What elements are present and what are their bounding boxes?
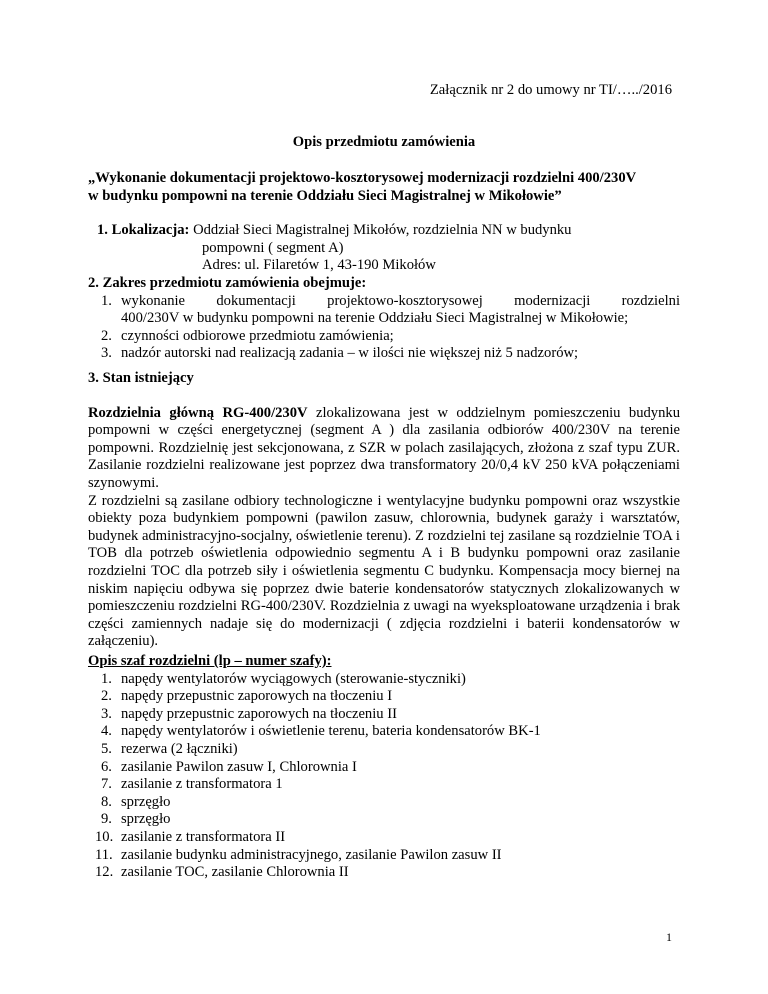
list-item-text: nadzór autorski nad realizacją zadania – w ilości nie większej niż 5 nadzorów; (121, 345, 579, 362)
cabinets-heading: Opis szaf rozdzielni (lp – numer szafy): (88, 653, 332, 669)
current-state-paragraph-2: Z rozdzielni są zasilane odbiory technologiczne i wentylacyjne budynku pompowni oraz wszystkie obiekty poza budynkiem pompowni (pawilon zasuw, chlorownia, budynek garaży i warsztatów, budynek administracyjno-socjalny, oświetlenie terenu). Z rozdzielni tej zasilane są rozdzielnie TOA i TOB dla potrzeb oświetlenia odpowiednio segmentu A i B budynku pompowni oraz zasilanie rozdzielni TOC dla potrzeb siły i oświetlenia segmentu C budynku. Kompensacja mocy biernej na niskim napięciu odbywa się poprzez dwie baterie kondensatorów statycznych zlokalizowanych w pomieszczeniu rozdzielni RG-400/230V. Rozdzielnia z uwagi na wyeksploatowane urządzenia i brak części zamiennych nadaje się do modernizacji ( zdjęcia rozdzielni i baterii kondensatorów w załączeniu). (88, 492, 680, 650)
location-address: Adres: ul. Filaretów 1, 43-190 Mikołów (202, 257, 436, 274)
section-current-state (88, 370, 680, 651)
cabinets-list (88, 671, 680, 882)
list-item-number: 3. (101, 705, 112, 722)
list-item-text: wykonanie dokumentacji projektowo-kosztorysowej modernizacji rozdzielni (121, 292, 680, 309)
list-item (101, 759, 680, 777)
location-label: 1. Lokalizacja: (97, 222, 190, 238)
list-item (101, 723, 680, 741)
section-cabinets (88, 653, 680, 882)
subtitle-line-2: w budynku pompowni na terenie Oddziału Sieci Magistralnej w Mikołowie” (88, 187, 562, 204)
annex-reference: Załącznik nr 2 do umowy nr TI/…../2016 (429, 82, 672, 98)
subtitle-line-1: „Wykonanie dokumentacji projektowo-kosztorysowej modernizacji rozdzielni 400/230V (88, 170, 637, 186)
list-item-text: zasilanie budynku administracyjnego, zasilanie Pawilon zasuw II (121, 846, 502, 863)
list-item (95, 828, 680, 847)
list-item-number: 6. (101, 758, 112, 775)
list-item (101, 794, 680, 812)
list-item (101, 328, 680, 346)
list-item-text: napędy przepustnic zaporowych na tłoczeniu II (121, 705, 397, 722)
list-item (101, 706, 680, 724)
list-item (101, 293, 680, 311)
list-item-text: zasilanie z transformatora 1 (121, 776, 283, 793)
list-item-number: 1. (101, 670, 112, 687)
list-item-number: 5. (101, 740, 112, 757)
current-state-paragraph-1 (88, 405, 680, 493)
document-subtitle (88, 170, 680, 205)
list-item-number: 2. (101, 327, 112, 344)
switchboard-name: Rozdzielnia główną RG-400/230V (88, 404, 308, 421)
list-item-text: napędy przepustnic zaporowych na tłoczeniu I (121, 688, 393, 705)
list-item-number: 9. (101, 811, 112, 828)
list-item-continuation: 400/230V w budynku pompowni na terenie Oddziału Sieci Magistralnej w Mikołowie; (121, 310, 629, 327)
section-scope (88, 275, 680, 363)
list-item (101, 671, 680, 689)
paragraph-text: zlokalizowana jest w oddzielnym pomieszczeniu budynku pompowni w części energetycznej (segment A ) dla zasilania odbiorów 400/230V na terenie pompowni. Rozdzielnię jest sekcjonowana, z SZR w polach zasilających, złożona z szaf typu ZUR. Zasilanie rozdzielni realizowane jest poprzez dwa transformatory 20/0,4 kV 250 kVA połączeniami szynowymi. (88, 404, 680, 491)
list-item (95, 846, 680, 865)
list-item-number: 4. (101, 723, 112, 740)
location-line-2: pompowni ( segment A) (202, 239, 344, 256)
list-item-text: zasilanie Pawilon zasuw I, Chlorownia I (121, 758, 357, 775)
list-item-text: napędy wentylatorów wyciągowych (sterowanie-styczniki) (121, 670, 466, 687)
list-item-text: zasilanie TOC, zasilanie Chlorownia II (121, 864, 349, 881)
scope-heading: 2. Zakres przedmiotu zamówienia obejmuje: (88, 275, 367, 291)
current-state-heading: 3. Stan istniejący (88, 370, 194, 386)
list-item-text: sprzęgło (121, 793, 171, 810)
list-item (101, 688, 680, 706)
list-item (101, 776, 680, 794)
list-item (101, 811, 680, 829)
document-title: Opis przedmiotu zamówienia (292, 134, 476, 150)
list-item-text: rezerwa (2 łączniki) (121, 740, 238, 757)
location-line-1: Oddział Sieci Magistralnej Mikołów, rozdzielnia NN w budynku (189, 222, 572, 238)
page-number: 1 (666, 930, 672, 944)
list-item-text: sprzęgło (121, 811, 171, 828)
list-item-number: 8. (101, 793, 112, 810)
section-location (97, 222, 689, 275)
list-item-number: 10. (95, 828, 114, 845)
list-item-number: 3. (101, 345, 112, 362)
list-item (101, 741, 680, 759)
list-item-number: 11. (95, 846, 113, 863)
list-item-number: 12. (95, 864, 114, 881)
list-item (101, 345, 680, 363)
list-item-number: 7. (101, 776, 112, 793)
list-item-number: 1. (101, 292, 112, 309)
list-item (95, 864, 680, 882)
list-item-text: napędy wentylatorów i oświetlenie terenu, bateria kondensatorów BK-1 (121, 723, 541, 740)
list-item-text: zasilanie z transformatora II (121, 828, 286, 845)
list-item-number: 2. (101, 688, 112, 705)
list-item-text: czynności odbiorowe przedmiotu zamówienia; (121, 327, 394, 344)
